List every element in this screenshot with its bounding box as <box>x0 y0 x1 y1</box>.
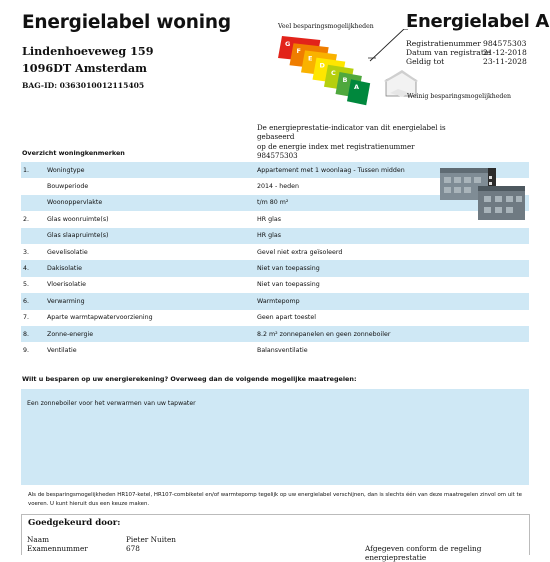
top-caption: Veel besparingsmogelijkheden <box>278 23 374 30</box>
name-label: Naam <box>27 535 50 544</box>
reg-date-label: Datum van registratie <box>406 48 491 57</box>
exam-number-label: Examennummer <box>27 544 88 553</box>
row-name: Glas slaapruimte(s) <box>47 232 109 240</box>
label-letter: D <box>319 61 325 70</box>
overview-heading: Overzicht woningkenmerken <box>22 149 125 157</box>
row-number: 9. <box>23 346 30 354</box>
bag-id: BAG-ID: 0363010012115405 <box>22 81 145 90</box>
row-name: Bouwperiode <box>47 183 89 191</box>
table-row <box>21 228 529 244</box>
name-value: Pieter Nuiten <box>126 535 176 544</box>
row-value: Niet van toepassing <box>257 281 320 289</box>
row-name: Woonoppervlakte <box>47 199 103 207</box>
row-value: Warmtepomp <box>257 297 300 305</box>
row-name: Zonne-energie <box>47 330 94 338</box>
energielabel-heading: Energielabel A <box>406 11 550 32</box>
bottom-caption: Weinig besparingsmogelijkheden <box>407 93 511 100</box>
advice-question: Wilt u besparen op uw energierekening? Overweeg dan de volgende mogelijke maatregelen: <box>22 375 357 383</box>
row-value: Niet van toepassing <box>257 265 320 273</box>
label-letter: C <box>331 68 336 77</box>
row-value: t/m 80 m² <box>257 199 289 207</box>
label-letter: A <box>354 83 360 92</box>
row-name: Aparte warmtapwatervoorziening <box>47 314 153 322</box>
exam-number-value: 678 <box>126 544 140 553</box>
row-name: Verwarming <box>47 297 85 305</box>
row-value: HR glas <box>257 215 281 223</box>
table-row <box>21 277 529 293</box>
pointer-bracket <box>368 29 408 63</box>
footnote-line-2: voeren. U kunt hieruit dus een keuze maken. <box>28 501 150 507</box>
building-icon <box>440 168 525 222</box>
row-value: 2014 - heden <box>257 183 300 191</box>
row-number: 8. <box>23 330 30 338</box>
row-number: 5. <box>23 281 30 289</box>
row-value: Gevel niet extra geïsoleerd <box>257 248 343 256</box>
valid-until-value: 23-11-2028 <box>483 57 527 66</box>
row-number: 4. <box>23 265 30 273</box>
row-number: 1. <box>23 166 30 174</box>
table-row <box>21 244 529 260</box>
table-row <box>21 310 529 326</box>
indicator-line-2: op de energie index met registratienummer 984575303 <box>257 141 415 160</box>
label-letter: F <box>296 47 301 56</box>
street-address: Lindenhoeveweg 159 <box>22 44 154 58</box>
row-number: 3. <box>23 248 30 256</box>
approved-section <box>21 514 530 562</box>
footnote-line-1: Als de besparingsmogelijkheden HR107-ketel, HR107-combiketel en/of warmtepomp tegelijk op uw energielabel verschijnen, dan is slechts één van deze maatregelen zinvol om uit te <box>28 492 522 498</box>
row-value: HR glas <box>257 232 281 240</box>
row-number: 6. <box>23 297 30 305</box>
row-value: Appartement met 1 woonlaag - Tussen midden <box>257 166 405 174</box>
advice-measure: Een zonneboiler voor het verwarmen van uw tapwater <box>27 400 196 407</box>
row-number: 7. <box>23 314 30 322</box>
row-name: Gevelisolatie <box>47 248 88 256</box>
row-name: Vloerisolatie <box>47 281 86 289</box>
valid-until-label: Geldig tot <box>406 57 445 66</box>
advice-box <box>21 389 529 485</box>
row-name: Woningtype <box>47 166 85 174</box>
table-row <box>21 260 529 276</box>
reg-number-value: 984575303 <box>483 39 527 48</box>
table-row <box>21 293 529 309</box>
page-title: Energielabel woning <box>22 12 231 33</box>
label-letter: B <box>342 76 348 84</box>
row-value: 8.2 m² zonnepanelen en geen zonneboiler <box>257 330 391 338</box>
row-name: Glas woonruimte(s) <box>47 215 109 223</box>
row-name: Ventilatie <box>47 346 77 354</box>
reg-date-value: 21-12-2018 <box>483 48 527 57</box>
reg-number-label: Registratienummer <box>406 39 481 48</box>
row-value: Balansventilatie <box>257 346 308 354</box>
issued-statement: Afgegeven conform de regeling energieprestatie <box>365 544 482 562</box>
table-row <box>21 326 529 342</box>
footnote <box>28 491 528 509</box>
indicator-line-1: De energieprestatie-indicator van dit energielabel is gebaseerd <box>257 123 446 142</box>
row-name: Dakisolatie <box>47 265 82 273</box>
table-row <box>21 342 529 358</box>
approved-heading: Goedgekeurd door: <box>28 518 121 528</box>
city-postcode: 1096DT Amsterdam <box>22 61 147 75</box>
indicator-text <box>257 123 457 160</box>
label-letter: E <box>308 54 313 63</box>
row-number: 2. <box>23 215 30 223</box>
row-value: Geen apart toestel <box>257 314 316 322</box>
label-letter: G <box>285 40 291 48</box>
